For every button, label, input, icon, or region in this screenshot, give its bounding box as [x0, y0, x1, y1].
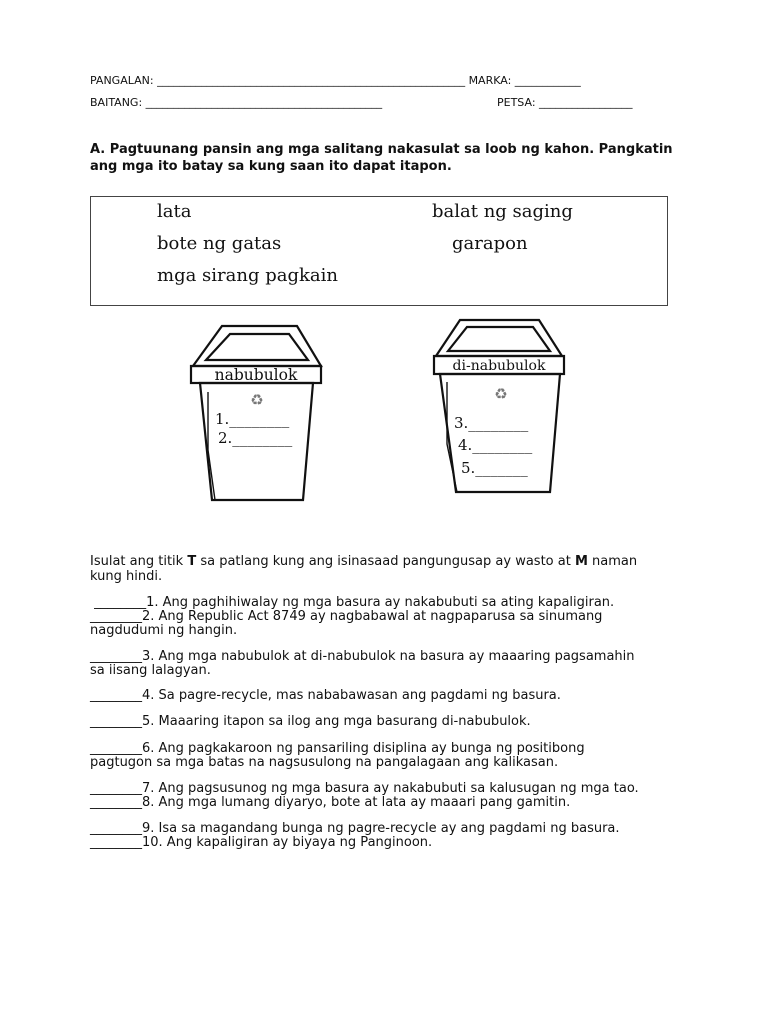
word-item: balat ng saging [432, 201, 573, 222]
question-9: ________9. Isa sa magandang bunga ng pagre-recycle ay ang pagdami ng basura. [90, 821, 620, 836]
name-score-line: PANGALAN: ________________________________________________________ MARKA: ____________ [90, 74, 581, 87]
recycle-icon: ♻ [494, 385, 508, 403]
question-8: ________8. Ang mga lumang diyaryo, bote at lata ay maaari pang gamitin. [90, 795, 571, 810]
question-1: ________1. Ang paghihiwalay ng mga basura ay nakabubuti sa ating kapaligiran. [90, 595, 615, 610]
word-item: lata [157, 201, 192, 222]
instruction-b-text: sa patlang kung ang isinasaad pangungusap ay wasto at [196, 554, 575, 569]
instruction-b-text: naman [587, 554, 638, 569]
bin-blank: 3.________ [454, 414, 529, 432]
question-6-cont: pagtugon sa mga batas na nagsusulong na pangalagaan ang kalikasan. [90, 755, 559, 770]
instruction-b-line2: kung hindi. [90, 569, 163, 584]
question-3-cont: sa iisang lalagyan. [90, 663, 211, 678]
question-2: ________2. Ang Republic Act 8749 ay nagbabawal at nagpaparusa sa sinumang [90, 609, 603, 624]
date-line: PETSA: _________________ [497, 96, 633, 109]
question-2-cont: nagdudumi ng hangin. [90, 623, 238, 638]
question-10: ________10. Ang kapaligiran ay biyaya ng Panginoon. [90, 835, 433, 850]
word-item: mga sirang pagkain [157, 265, 338, 286]
recycle-icon: ♻ [250, 391, 264, 409]
bin-blank: 2.________ [218, 429, 293, 447]
instruction-b [90, 555, 637, 569]
word-item: bote ng gatas [157, 233, 282, 254]
nabubulok-bin [185, 322, 330, 504]
instruction-b-text: Isulat ang titik [90, 554, 188, 569]
instruction-b-true-letter: T [187, 554, 197, 569]
instruction-a: A. Pagtuunang pansin ang mga salitang nakasulat sa loob ng kahon. Pangkatin ang mga ito batay sa kung saan ito dapat itapon. [90, 142, 673, 174]
word-item: garapon [452, 233, 528, 254]
bin-blank: 5._______ [461, 459, 528, 477]
bin-blank: 1.________ [215, 410, 290, 428]
grade-line: BAITANG: ___________________________________________ [90, 96, 383, 109]
question-7: ________7. Ang pagsusunog ng mga basura ay nakabubuti sa kalusugan ng mga tao. [90, 781, 639, 796]
question-4: ________4. Sa pagre-recycle, mas nababawasan ang pagdami ng basura. [90, 688, 561, 703]
di-nabubulok-bin [430, 316, 572, 496]
question-5: ________5. Maaaring itapon sa ilog ang mga basurang di-nabubulok. [90, 714, 531, 729]
question-3: ________3. Ang mga nabubulok at di-nabubulok na basura ay maaaring pagsamahin [90, 649, 635, 664]
bin-blank: 4.________ [458, 436, 533, 454]
question-6: ________6. Ang pagkakaroon ng pansariling disiplina ay bunga ng positibong [90, 741, 585, 756]
bin-label: di-nabubulok [452, 358, 546, 374]
instruction-b-false-letter: M [574, 554, 588, 569]
bin-label: nabubulok [214, 366, 298, 384]
